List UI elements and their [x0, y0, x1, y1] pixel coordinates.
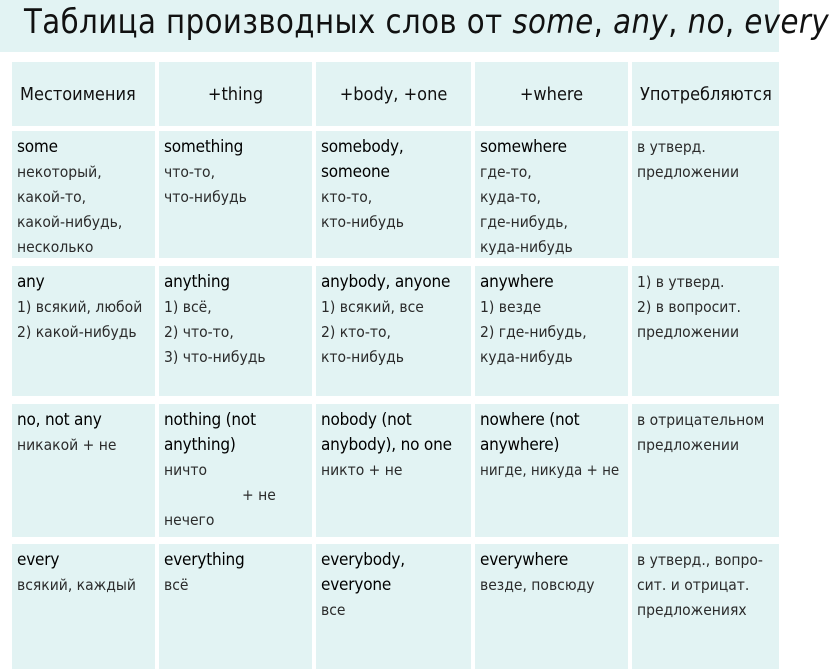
word: any [17, 272, 45, 292]
cell-any-body [316, 266, 471, 396]
word: some [17, 137, 58, 157]
translation: какой-то, [17, 188, 87, 206]
translation: 1) всякий, все [321, 298, 424, 316]
translation: никто + не [321, 461, 403, 479]
word: anywhere) [480, 435, 560, 455]
cell-no-pronoun [12, 404, 155, 537]
translation: кто-то, [321, 188, 373, 206]
translation: всё [164, 576, 189, 594]
cell-every-where [475, 544, 628, 669]
cell-every-pronoun [12, 544, 155, 669]
usage-text: 2) в вопросит. [637, 298, 741, 316]
title-bar [0, 0, 829, 52]
translation: ничто [164, 461, 208, 479]
word: every [17, 550, 60, 570]
cell-every-body [316, 544, 471, 669]
usage-text: предложении [637, 436, 740, 454]
page-title [24, 2, 829, 42]
cell-no-body [316, 404, 471, 537]
translation: везде, повсюду [480, 576, 595, 594]
word: everything [164, 550, 245, 570]
word: somewhere [480, 137, 567, 157]
translation: куда-нибудь [480, 238, 573, 256]
word: anything) [164, 435, 236, 455]
cell-no-where [475, 404, 628, 537]
word: everywhere [480, 550, 569, 570]
cell-some-thing [159, 131, 312, 258]
usage-text: сит. и отрицат. [637, 576, 750, 594]
translation: несколько [17, 238, 94, 256]
translation: какой-нибудь, [17, 213, 123, 231]
translation: 1) везде [480, 298, 542, 316]
translation: что-то, [164, 163, 216, 181]
word: nowhere (not [480, 410, 580, 430]
usage-text: в отрицательном [637, 411, 765, 429]
usage-text: предложениях [637, 601, 747, 619]
translation: 2) что-то, [164, 323, 234, 341]
translation: нигде, никуда + не [480, 461, 620, 479]
cell-some-body [316, 131, 471, 258]
title-any: any [613, 2, 669, 42]
translation: все [321, 601, 346, 619]
translation: никакой + не [17, 436, 117, 454]
title-every: every [744, 2, 829, 42]
word: everyone [321, 575, 392, 595]
cell-every-thing [159, 544, 312, 669]
translation: кто-нибудь [321, 348, 404, 366]
usage-text: предложении [637, 323, 740, 341]
cell-some-usage [632, 131, 779, 258]
word: anybody), no one [321, 435, 452, 455]
word: everybody, [321, 550, 405, 570]
cell-any-where [475, 266, 628, 396]
cell-any-usage [632, 266, 779, 396]
cell-any-pronoun [12, 266, 155, 396]
word: no, not any [17, 410, 102, 430]
translation: где-нибудь, [480, 213, 568, 231]
title-prefix: Таблица производных слов от [24, 2, 513, 42]
usage-text: в утверд. [637, 138, 706, 156]
word: something [164, 137, 244, 157]
translation: кто-нибудь [321, 213, 404, 231]
cell-some-where [475, 131, 628, 258]
word: someone [321, 162, 390, 182]
header-pronouns: Местоимения [12, 62, 155, 126]
cell-every-usage [632, 544, 779, 669]
header-usage: Употребляются [632, 62, 779, 126]
cell-any-thing [159, 266, 312, 396]
translation: 3) что-нибудь [164, 348, 266, 366]
title-sep: , [724, 2, 745, 42]
word: somebody, [321, 137, 404, 157]
header-thing: +thing [159, 62, 312, 126]
translation: куда-то, [480, 188, 541, 206]
translation: 2) какой-нибудь [17, 323, 137, 341]
translation: некоторый, [17, 163, 102, 181]
translation: нечего [164, 511, 215, 529]
usage-text: 1) в утверд. [637, 273, 725, 291]
title-sep: , [593, 2, 614, 42]
title-sep: , [668, 2, 688, 42]
header-body-one: +body, +one [316, 62, 471, 126]
translation: куда-нибудь [480, 348, 573, 366]
word: anywhere [480, 272, 554, 292]
translation: что-нибудь [164, 188, 247, 206]
cell-no-thing [159, 404, 312, 537]
translation: 2) где-нибудь, [480, 323, 587, 341]
translation: всякий, каждый [17, 576, 136, 594]
word: anything [164, 272, 230, 292]
translation: 2) кто-то, [321, 323, 391, 341]
cell-some-pronoun [12, 131, 155, 258]
word: anybody, anyone [321, 272, 451, 292]
usage-text: предложении [637, 163, 740, 181]
cell-no-usage [632, 404, 779, 537]
translation: 1) всякий, любой [17, 298, 143, 316]
translation: 1) всё, [164, 298, 212, 316]
word: nobody (not [321, 410, 412, 430]
header-where: +where [475, 62, 628, 126]
word: nothing (not [164, 410, 256, 430]
usage-text: в утверд., вопро- [637, 551, 763, 569]
title-some: some [512, 2, 594, 42]
translation: где-то, [480, 163, 532, 181]
title-no: no [687, 2, 725, 42]
translation: + не [242, 486, 276, 504]
